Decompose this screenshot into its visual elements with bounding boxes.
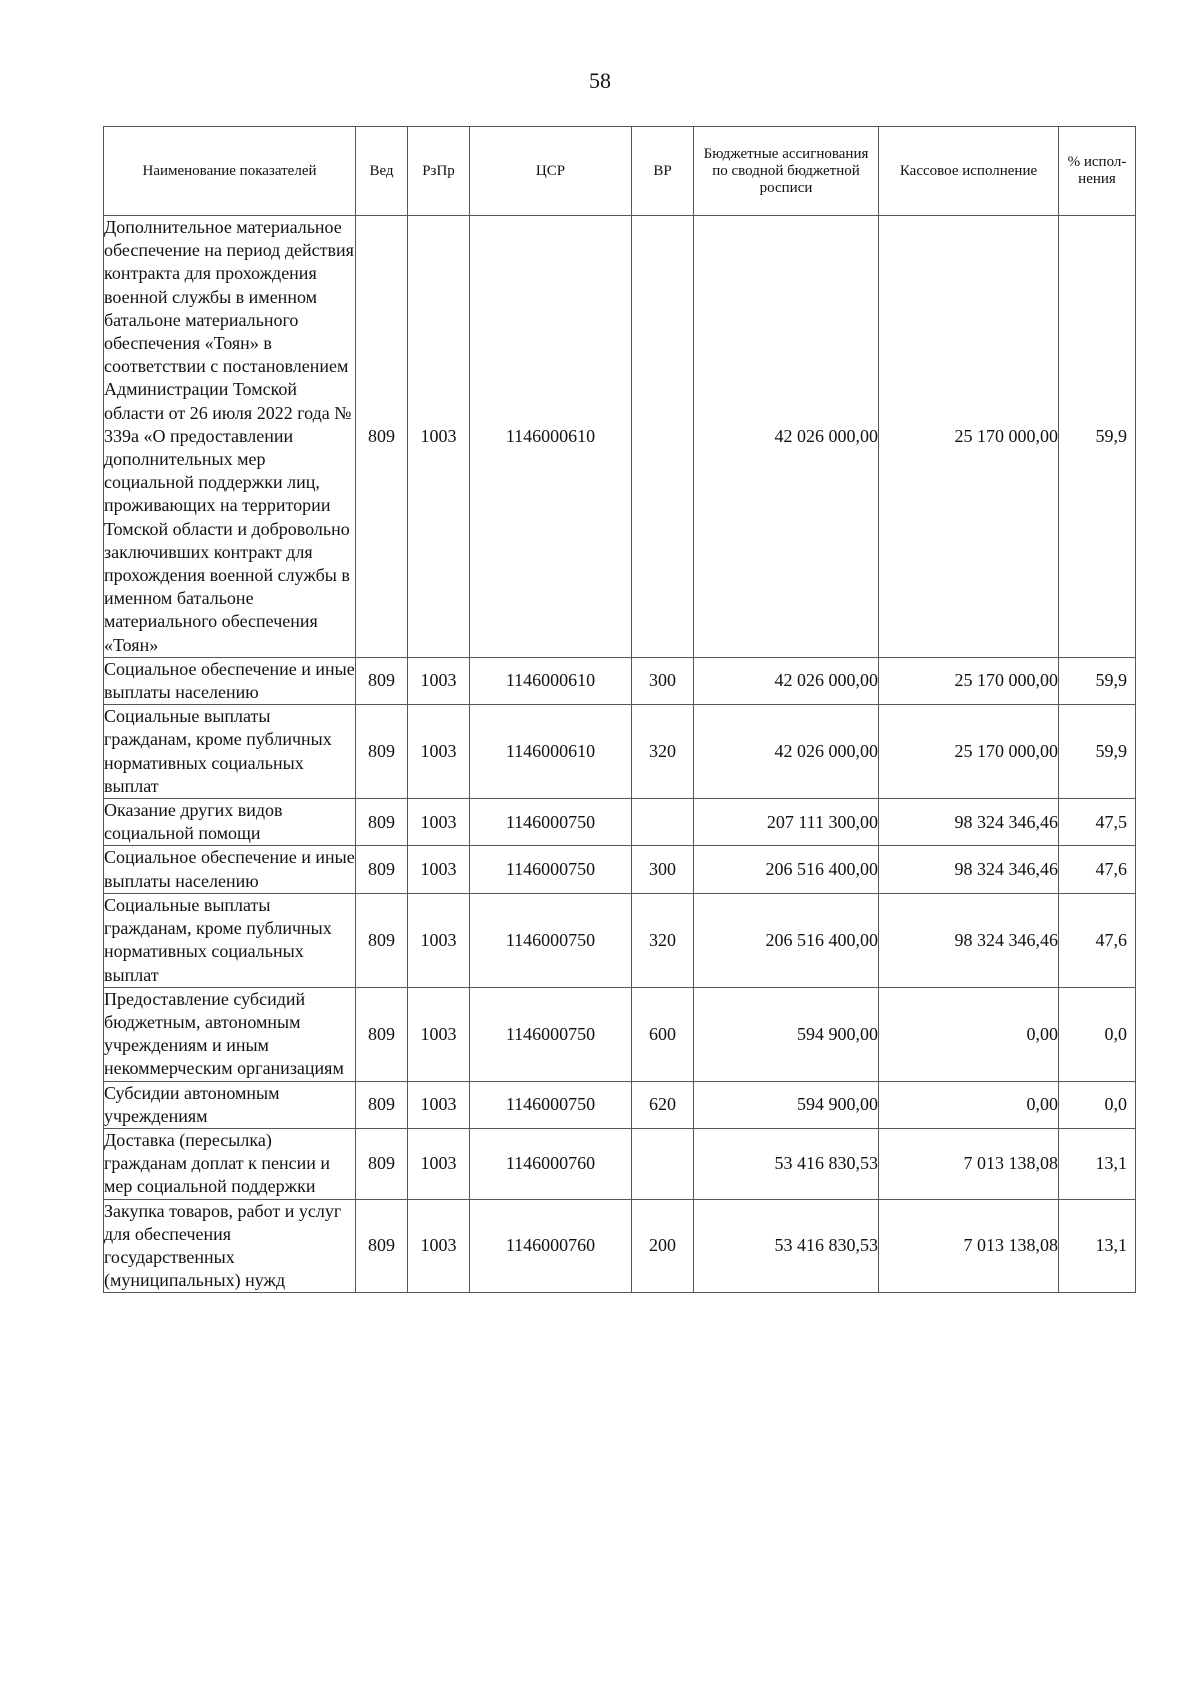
header-ved: Вед [356, 127, 408, 216]
row-vr: 320 [632, 705, 694, 799]
row-name: Закупка товаров, работ и услуг для обеспечения государственных (муниципальных) нужд [104, 1199, 356, 1293]
row-percent: 13,1 [1059, 1128, 1136, 1199]
row-ved: 809 [356, 893, 408, 987]
row-csr: 1146000750 [470, 987, 632, 1081]
row-name: Субсидии автономным учреждениям [104, 1081, 356, 1128]
row-assignments: 42 026 000,00 [694, 216, 879, 658]
row-percent: 0,0 [1059, 987, 1136, 1081]
row-ved: 809 [356, 657, 408, 704]
row-percent: 0,0 [1059, 1081, 1136, 1128]
row-csr: 1146000610 [470, 657, 632, 704]
table-row [104, 799, 1136, 846]
row-csr: 1146000750 [470, 846, 632, 893]
budget-execution-table [103, 126, 1136, 1293]
table-row [104, 705, 1136, 799]
row-vr: 320 [632, 893, 694, 987]
row-assignments: 42 026 000,00 [694, 657, 879, 704]
header-cash: Кассовое исполнение [879, 127, 1059, 216]
row-csr: 1146000750 [470, 1081, 632, 1128]
row-cash: 25 170 000,00 [879, 705, 1059, 799]
row-assignments: 594 900,00 [694, 987, 879, 1081]
row-ved: 809 [356, 846, 408, 893]
row-percent: 13,1 [1059, 1199, 1136, 1293]
row-rzpr: 1003 [408, 705, 470, 799]
row-rzpr: 1003 [408, 1081, 470, 1128]
row-cash: 0,00 [879, 987, 1059, 1081]
row-csr: 1146000610 [470, 705, 632, 799]
header-name: Наименование показателей [104, 127, 356, 216]
row-assignments: 53 416 830,53 [694, 1199, 879, 1293]
row-vr [632, 1128, 694, 1199]
table-row [104, 1081, 1136, 1128]
row-percent: 47,6 [1059, 893, 1136, 987]
row-name: Дополнительное материальное обеспечение на период действия контракта для прохождения военной службы в именном батальоне материального обеспечения «Тоян» в соответствии с постановлением Администрации Томской области от 26 июля 2022 года № 339а «О предоставлении дополнительных мер социальной поддержки лиц, проживающих на территории Томской области и добровольно заключивших контракт для прохождения военной службы в именном батальоне материального обеспечения «Тоян» [104, 216, 356, 658]
row-name: Социальные выплаты гражданам, кроме публичных нормативных социальных выплат [104, 893, 356, 987]
row-percent: 47,5 [1059, 799, 1136, 846]
row-name: Социальное обеспечение и иные выплаты населению [104, 657, 356, 704]
row-ved: 809 [356, 799, 408, 846]
row-cash: 0,00 [879, 1081, 1059, 1128]
row-assignments: 53 416 830,53 [694, 1128, 879, 1199]
row-assignments: 207 111 300,00 [694, 799, 879, 846]
row-ved: 809 [356, 1128, 408, 1199]
row-ved: 809 [356, 705, 408, 799]
row-rzpr: 1003 [408, 987, 470, 1081]
table-row [104, 893, 1136, 987]
row-csr: 1146000760 [470, 1199, 632, 1293]
table-row [104, 216, 1136, 658]
table-row [104, 1199, 1136, 1293]
row-csr: 1146000750 [470, 799, 632, 846]
row-vr: 600 [632, 987, 694, 1081]
page-number: 58 [589, 68, 611, 93]
row-ved: 809 [356, 1199, 408, 1293]
row-vr: 620 [632, 1081, 694, 1128]
table-row [104, 987, 1136, 1081]
row-ved: 809 [356, 1081, 408, 1128]
row-percent: 59,9 [1059, 216, 1136, 658]
row-vr: 300 [632, 657, 694, 704]
row-rzpr: 1003 [408, 1128, 470, 1199]
row-percent: 59,9 [1059, 657, 1136, 704]
row-assignments: 206 516 400,00 [694, 893, 879, 987]
row-name: Предоставление субсидий бюджетным, автономным учреждениям и иным некоммерческим организациям [104, 987, 356, 1081]
table-row [104, 846, 1136, 893]
header-rzpr: РзПр [408, 127, 470, 216]
row-csr: 1146000760 [470, 1128, 632, 1199]
row-rzpr: 1003 [408, 657, 470, 704]
row-rzpr: 1003 [408, 216, 470, 658]
row-ved: 809 [356, 216, 408, 658]
table-row [104, 1128, 1136, 1199]
header-csr: ЦСР [470, 127, 632, 216]
row-rzpr: 1003 [408, 893, 470, 987]
header-percent: % испол-нения [1059, 127, 1136, 216]
header-assignments: Бюджетные ассигнования по сводной бюджетной росписи [694, 127, 879, 216]
row-percent: 47,6 [1059, 846, 1136, 893]
row-csr: 1146000750 [470, 893, 632, 987]
row-name: Доставка (пересылка) гражданам доплат к пенсии и мер социальной поддержки [104, 1128, 356, 1199]
row-cash: 7 013 138,08 [879, 1199, 1059, 1293]
header-vr: ВР [632, 127, 694, 216]
row-cash: 25 170 000,00 [879, 216, 1059, 658]
row-vr: 200 [632, 1199, 694, 1293]
row-name: Социальные выплаты гражданам, кроме публичных нормативных социальных выплат [104, 705, 356, 799]
row-cash: 7 013 138,08 [879, 1128, 1059, 1199]
row-rzpr: 1003 [408, 1199, 470, 1293]
row-cash: 98 324 346,46 [879, 893, 1059, 987]
row-cash: 98 324 346,46 [879, 799, 1059, 846]
row-assignments: 594 900,00 [694, 1081, 879, 1128]
row-cash: 98 324 346,46 [879, 846, 1059, 893]
row-name: Оказание других видов социальной помощи [104, 799, 356, 846]
row-ved: 809 [356, 987, 408, 1081]
row-vr: 300 [632, 846, 694, 893]
row-assignments: 206 516 400,00 [694, 846, 879, 893]
row-assignments: 42 026 000,00 [694, 705, 879, 799]
header-row [104, 127, 1136, 216]
row-percent: 59,9 [1059, 705, 1136, 799]
row-vr [632, 216, 694, 658]
table-row [104, 657, 1136, 704]
row-name: Социальное обеспечение и иные выплаты населению [104, 846, 356, 893]
row-cash: 25 170 000,00 [879, 657, 1059, 704]
row-rzpr: 1003 [408, 846, 470, 893]
row-vr [632, 799, 694, 846]
row-rzpr: 1003 [408, 799, 470, 846]
row-csr: 1146000610 [470, 216, 632, 658]
